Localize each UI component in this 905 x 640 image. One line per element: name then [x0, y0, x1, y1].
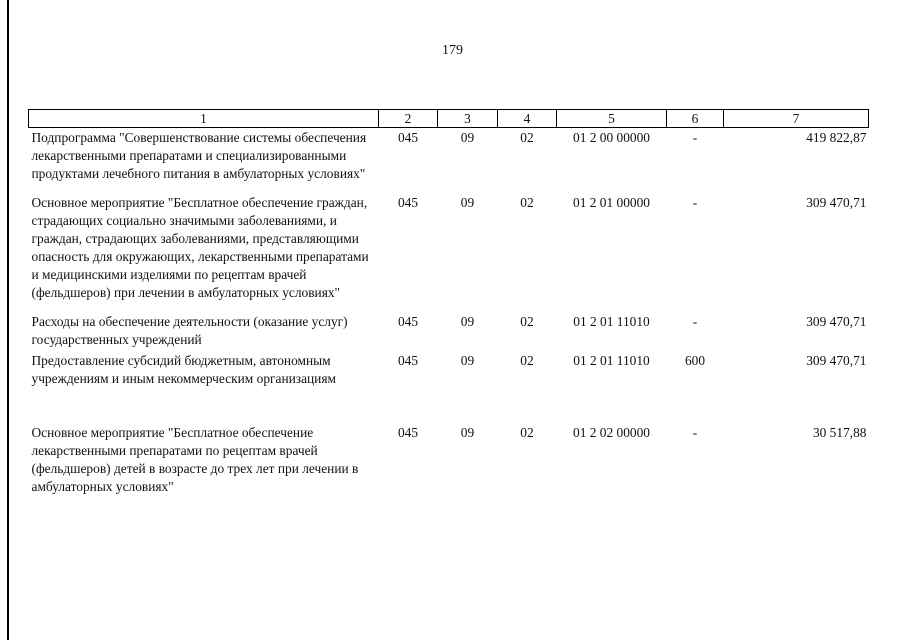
row-name: Основное мероприятие "Бесплатное обеспечение граждан, страдающих социально значимыми заболеваниями, и граждан, страдающих заболеваниями, представляющими опасность для окружающих, лекарственными препаратами и медицинскими изделиями по рецептам врачей (фельдшеров) при лечении в амбулаторных условиях" — [31, 195, 369, 300]
row-sum: 30 517,88 — [812, 425, 867, 440]
row-sum: 419 822,87 — [806, 130, 867, 145]
table-row — [29, 128, 869, 195]
row-code-2: 045 — [397, 130, 419, 145]
row-code-2: 045 — [397, 314, 419, 329]
row-code-5: 01 2 01 00000 — [573, 195, 650, 210]
budget-table — [28, 109, 869, 496]
row-code-5: 01 2 01 11010 — [573, 353, 650, 368]
row-code-5: 01 2 02 00000 — [573, 425, 650, 440]
page-number: 179 — [442, 43, 463, 58]
row-code-3: 09 — [460, 314, 475, 329]
row-name: Подпрограмма "Совершенствование системы обеспечения лекарственными препаратами и специализированными продуктами лечебного питания в амбулаторных условиях" — [31, 130, 367, 181]
row-code-4: 02 — [520, 353, 534, 368]
column-header-6: 6 — [667, 110, 724, 128]
row-code-4: 02 — [520, 425, 534, 440]
row-sum: 309 470,71 — [806, 353, 867, 368]
row-code-3: 09 — [460, 130, 475, 145]
row-name: Расходы на обеспечение деятельности (оказание услуг) государственных учреждений — [31, 314, 348, 347]
column-header-7: 7 — [724, 110, 869, 128]
table-row — [29, 313, 869, 352]
row-name: Предоставление субсидий бюджетным, автономным учреждениям и иным некоммерческим организациям — [31, 353, 336, 386]
table-row — [29, 194, 869, 313]
row-code-4: 02 — [520, 130, 534, 145]
row-code-3: 09 — [460, 195, 475, 210]
row-code-4: 02 — [520, 314, 534, 329]
column-header-1: 1 — [29, 110, 379, 128]
column-header-4: 4 — [498, 110, 557, 128]
row-code-3: 09 — [460, 425, 475, 440]
left-margin-rule — [7, 0, 9, 640]
row-code-3: 09 — [460, 353, 475, 368]
row-code-2: 045 — [397, 195, 419, 210]
row-sum: 309 470,71 — [806, 314, 867, 329]
column-header-5: 5 — [557, 110, 667, 128]
row-code-6: - — [692, 425, 698, 440]
row-code-6: - — [692, 130, 698, 145]
table-row — [29, 424, 869, 496]
row-code-4: 02 — [520, 195, 534, 210]
row-code-6: - — [692, 314, 698, 329]
row-code-5: 01 2 00 00000 — [573, 130, 650, 145]
row-code-6: - — [692, 195, 698, 210]
column-header-2: 2 — [379, 110, 438, 128]
header-row — [29, 110, 869, 128]
table-row — [29, 352, 869, 424]
row-sum: 309 470,71 — [806, 195, 867, 210]
row-code-2: 045 — [397, 425, 419, 440]
row-code-2: 045 — [397, 353, 419, 368]
row-code-5: 01 2 01 11010 — [573, 314, 650, 329]
row-name: Основное мероприятие "Бесплатное обеспечение лекарственными препаратами по рецептам врачей (фельдшеров) детей в возрасте до трех лет при лечении в амбулаторных условиях" — [31, 425, 359, 494]
row-code-6: 600 — [684, 353, 706, 368]
column-header-3: 3 — [438, 110, 498, 128]
